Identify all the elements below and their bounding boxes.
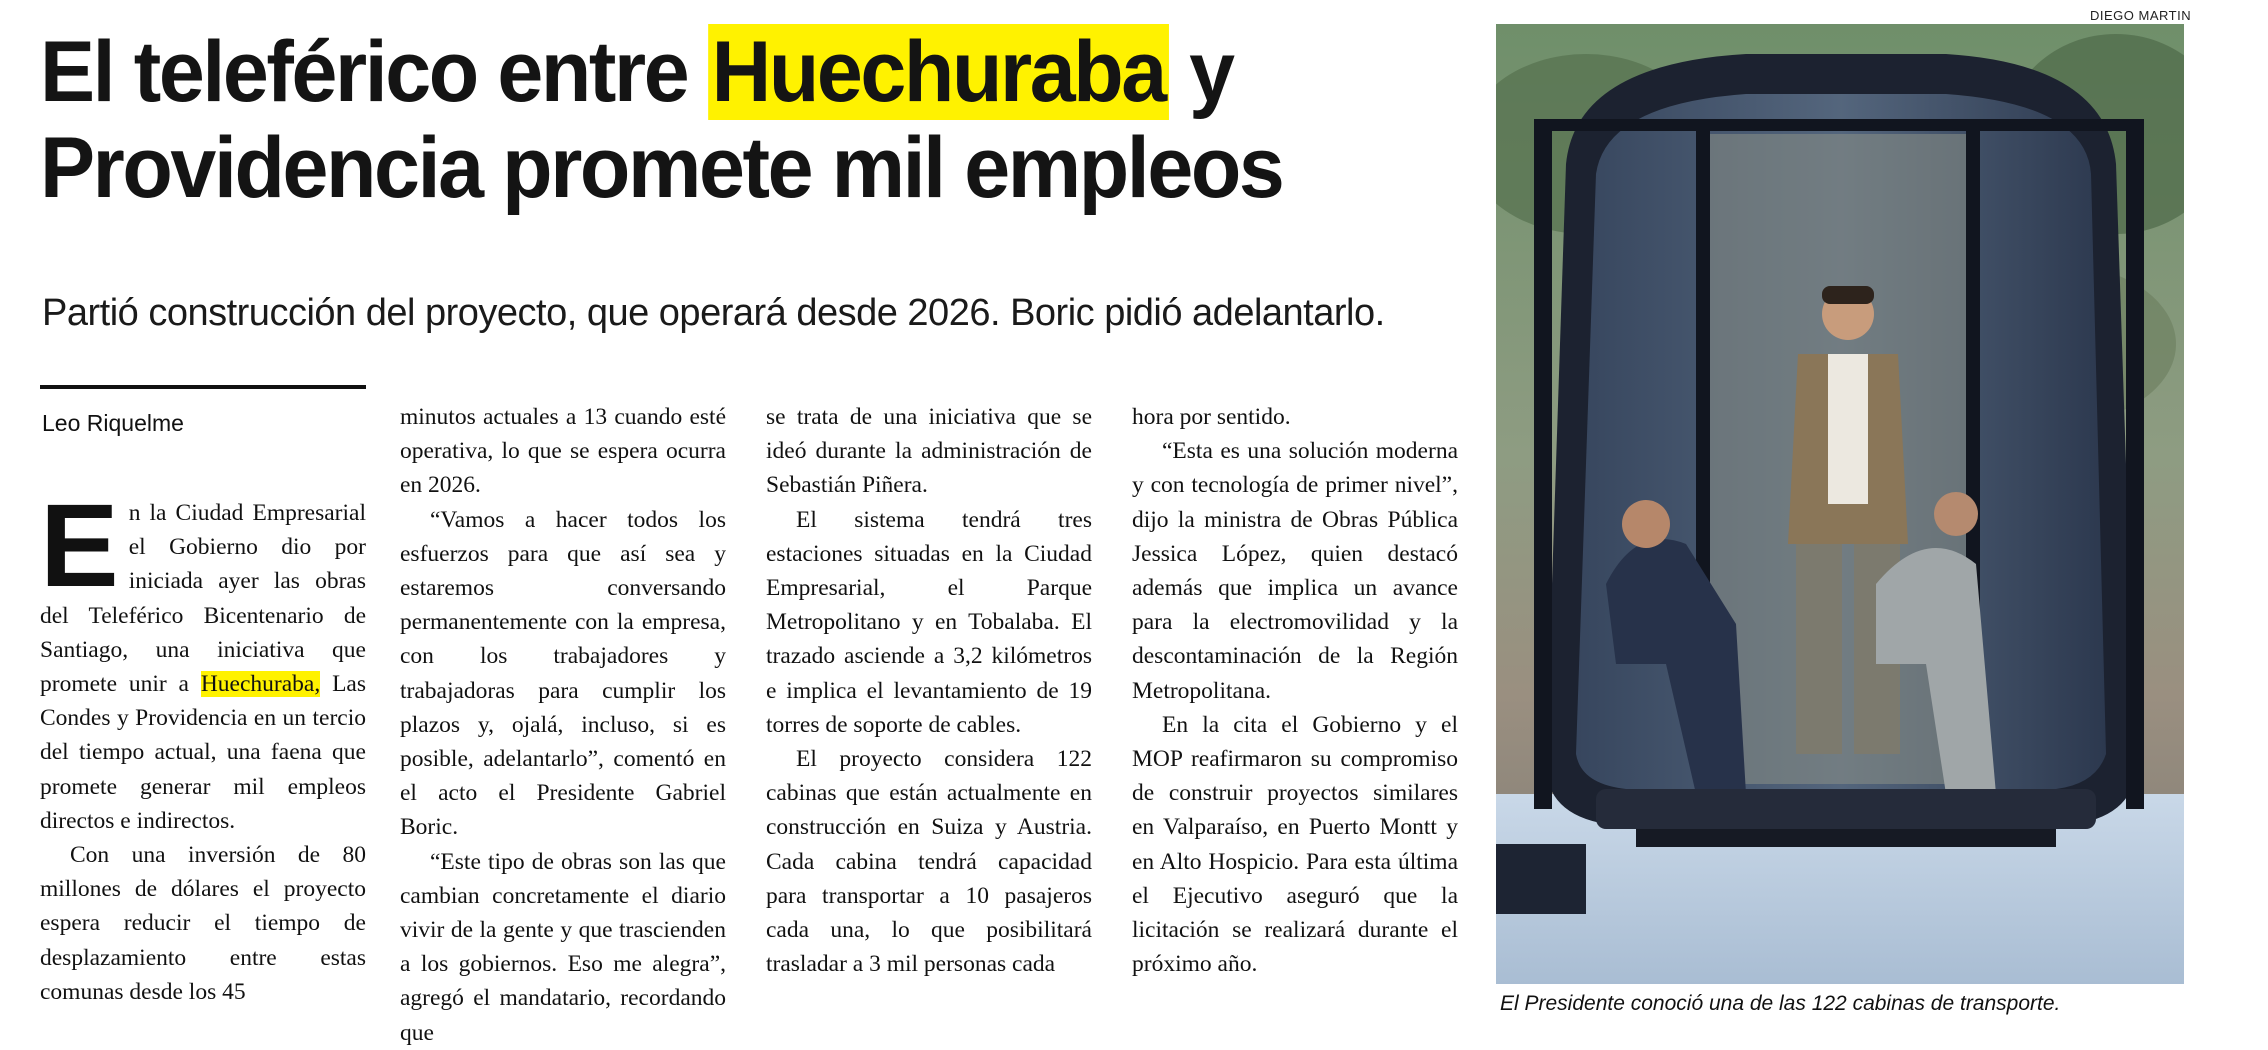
- headline-highlighted-word: Huechuraba: [708, 24, 1169, 120]
- headline-line-2: Providencia promete mil empleos: [40, 120, 1283, 216]
- drop-cap: E: [40, 480, 119, 612]
- news-photo: [1496, 24, 2184, 984]
- cable-car-cabin-illustration: [1496, 24, 2184, 984]
- headline-text-1: El teleférico entre: [40, 24, 708, 120]
- headline: [40, 24, 1422, 216]
- paragraph-9: hora por sentido.: [1132, 404, 1291, 430]
- paragraph-5: “Este tipo de obras son las que cambian concretamente el diario vivir de la gente y que trascienden a los gobiernos. Eso me alegra”, agregó el mandatario, recordando que: [400, 848, 726, 1046]
- photo-caption: El Presidente conoció una de las 122 cabinas de transporte.: [1500, 992, 2061, 1015]
- headline-text-2: y: [1168, 24, 1233, 120]
- paragraph-1-text-b: Las Condes y Providencia en un tercio del tiempo actual, una faena que promete generar mil empleos directos e indirectos.: [40, 671, 366, 834]
- paragraph-1-text-a: n la Ciudad Empresarial el Gobierno dio por iniciada ayer las obras del Teleférico Bicentenario de Santiago, una iniciativa que promete unir a: [40, 500, 366, 698]
- paragraph-11: En la cita el Gobierno y el MOP reafirmaron su compromiso de construir proyectos similares en Valparaíso, en Puerto Montt y en Alto Hospicio. Para esta última el Ejecutivo aseguró que la licitación se realizará durante el próximo año.: [1132, 711, 1458, 978]
- paragraph-8: El proyecto considera 122 cabinas que están actualmente en construcción en Suiza y Austria. Cada cabina tendrá capacidad para transportar a 10 pasajeros cada una, lo que posibilitará trasladar a 3 mil personas cada: [766, 746, 1092, 978]
- paragraph-4: “Vamos a hacer todos los esfuerzos para que así sea y estaremos conversando permanentemente con la empresa, con los trabajadores y trabajadoras para cumplir los plazos y, ojalá, incluso, si es posible, adelantarlo”, comentó en el acto el Presidente Gabriel Boric.: [400, 506, 726, 841]
- article-column-1: [40, 480, 366, 1009]
- paragraph-1: [40, 480, 366, 838]
- paragraph-10: “Esta es una solución moderna y con tecnología de primer nivel”, dijo la ministra de Obras Pública Jessica López, quien destacó además que implica un avance para la electromovilidad y la descontaminación de la Región Metropolitana.: [1132, 438, 1458, 704]
- byline: Leo Riquelme: [42, 410, 184, 436]
- paragraph-6: se trata de una iniciativa que se ideó durante la administración de Sebastián Piñera.: [766, 404, 1092, 499]
- article-column-2: [400, 400, 726, 1050]
- paragraph-3: minutos actuales a 13 cuando esté operativa, lo que se espera ocurra en 2026.: [400, 404, 726, 499]
- headline-line-1: [40, 24, 1422, 120]
- paragraph-2: Con una inversión de 80 millones de dólares el proyecto espera reducir el tiempo de desplazamiento entre estas comunas desde los 45: [40, 842, 366, 1005]
- paragraph-7: El sistema tendrá tres estaciones situadas en la Ciudad Empresarial, el Parque Metropolitano y en Tobalaba. El trazado asciende a 3,2 kilómetros e implica el levantamiento de 19 torres de soporte de cables.: [766, 506, 1092, 738]
- byline-rule: [40, 385, 366, 389]
- highlighted-word: Huechuraba,: [200, 671, 321, 698]
- photo-credit: DIEGO MARTIN: [2090, 8, 2192, 23]
- article-column-3: [766, 400, 1092, 981]
- subheadline: Partió construcción del proyecto, que operará desde 2026. Boric pidió adelantarlo.: [42, 292, 1385, 334]
- article-column-4: [1132, 400, 1458, 981]
